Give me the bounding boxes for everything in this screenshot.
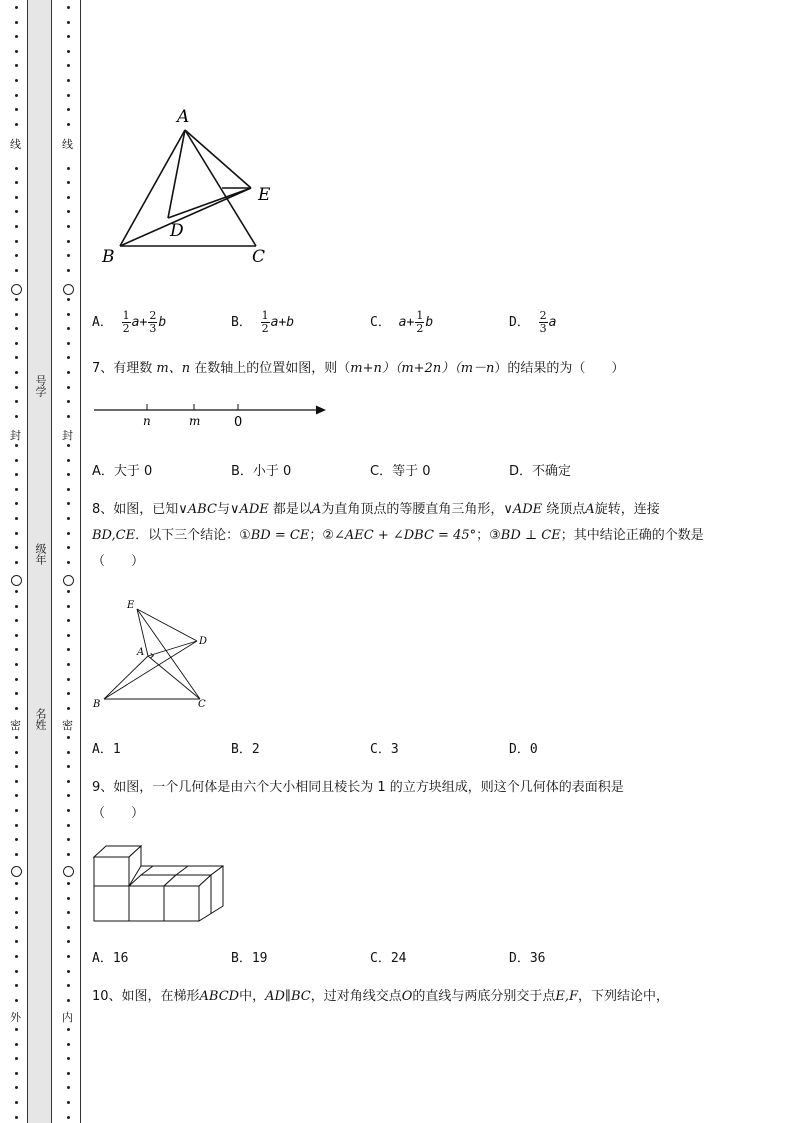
margin-dot: [15, 663, 18, 666]
margin-dot: [15, 824, 18, 827]
margin-dot: [15, 1116, 18, 1119]
margin-dot: [67, 21, 70, 24]
q9-line-2: （ ）: [92, 806, 145, 821]
margin-dot: [15, 459, 18, 462]
q7-option-a[interactable]: A．大于 0: [92, 464, 153, 479]
margin-border-line: [80, 0, 81, 1123]
margin-dot: [67, 415, 70, 418]
q8-triangle: ∨ADE: [229, 502, 269, 517]
margin-seal-char: 内: [62, 1011, 73, 1024]
q8-segments: BD,CE: [92, 528, 136, 543]
q8-label-b: B: [93, 699, 101, 710]
margin-dot: [67, 619, 70, 622]
margin-dot: [15, 809, 18, 812]
q9-option-a[interactable]: A．16: [92, 951, 129, 966]
q10-stem: [92, 984, 772, 1010]
q6-label-a: A: [177, 107, 190, 127]
option-term: b: [425, 315, 434, 330]
margin-dot: [15, 546, 18, 549]
margin-dot: [15, 561, 18, 564]
margin-seal-char: 密: [62, 719, 73, 732]
margin-dot: [15, 970, 18, 973]
q8-stem: [92, 497, 772, 575]
q9-option-c[interactable]: C．24: [370, 951, 407, 966]
q8-label-c: C: [198, 699, 206, 710]
q8-label-d: D: [199, 636, 208, 647]
margin-dot: [15, 532, 18, 535]
margin-dot: [15, 473, 18, 476]
margin-dot: [67, 707, 70, 710]
strip-label-text: 名姓: [34, 708, 47, 730]
margin-dot: [15, 692, 18, 695]
q9-option-d[interactable]: D．36: [509, 951, 546, 966]
margin-dot: [15, 167, 18, 170]
margin-dot: [15, 356, 18, 359]
option-letter: D．: [509, 315, 530, 330]
margin-dot: [15, 1057, 18, 1060]
margin-dot: [15, 940, 18, 943]
q8-text: ；②: [309, 528, 334, 543]
margin-dot: [15, 502, 18, 505]
margin-dot: [67, 678, 70, 681]
margin-dot: [67, 123, 70, 126]
margin-dot: [15, 371, 18, 374]
margin-circle-icon: [63, 866, 74, 877]
margin-dot: [67, 459, 70, 462]
margin-dot: [15, 1043, 18, 1046]
margin-dot: [15, 590, 18, 593]
margin-dot: [67, 984, 70, 987]
q9-line-1: 9、如图，一个几何体是由六个大小相同且棱长为 1 的立方块组成，则这个几何体的表面积是: [92, 780, 624, 795]
margin-dot: [67, 736, 70, 739]
margin-dot: [67, 1101, 70, 1104]
margin-dot: [67, 254, 70, 257]
q8-option-c[interactable]: C．3: [370, 742, 399, 757]
margin-dot: [15, 196, 18, 199]
margin-dot: [15, 984, 18, 987]
q9-stem: [92, 775, 624, 827]
margin-dot: [15, 269, 18, 272]
margin-dot: [15, 327, 18, 330]
denominator: 3: [149, 322, 157, 335]
q9-option-b[interactable]: B．19: [231, 951, 268, 966]
q10-parallel: AD∥BC: [265, 989, 311, 1004]
margin-seal-char: 外: [10, 1011, 21, 1024]
q10-trapezoid: ABCD: [199, 989, 240, 1004]
margin-seal-char: 封: [10, 429, 21, 442]
margin-dot: [15, 780, 18, 783]
margin-dot: [15, 488, 18, 491]
fraction: [539, 310, 548, 335]
margin-dot: [15, 999, 18, 1002]
margin-dot: [15, 79, 18, 82]
q8-option-b[interactable]: B．2: [231, 742, 260, 757]
margin-dot: [67, 838, 70, 841]
margin-seal-char: 线: [10, 138, 21, 151]
q7-option-b[interactable]: B．小于 0: [231, 464, 292, 479]
margin-dot: [67, 940, 70, 943]
margin-dot: [15, 35, 18, 38]
q6-option-c[interactable]: [370, 310, 433, 335]
margin-dot: [67, 269, 70, 272]
q8-text: ；③: [476, 528, 501, 543]
q8-line-2: [92, 523, 772, 549]
margin-dot: [67, 532, 70, 535]
margin-dot: [67, 108, 70, 111]
margin-dot: [67, 546, 70, 549]
margin-dot: [15, 210, 18, 213]
q6-option-a[interactable]: [92, 310, 166, 335]
fraction: [415, 310, 424, 335]
margin-dot: [15, 619, 18, 622]
fraction: [261, 310, 270, 335]
student-number-label: [28, 375, 53, 397]
margin-dot: [67, 911, 70, 914]
q9-options: [92, 947, 652, 967]
margin-dot: [67, 751, 70, 754]
q8-conclusion-1: BD = CE: [250, 528, 310, 543]
margin-dot: [15, 794, 18, 797]
margin-dot: [67, 648, 70, 651]
margin-dot: [67, 444, 70, 447]
margin-dot: [15, 108, 18, 111]
margin-dot: [67, 64, 70, 67]
margin-dot: [15, 678, 18, 681]
q8-text: ．以下三个结论：①: [135, 528, 251, 543]
margin-dot: [15, 313, 18, 316]
margin-dot: [67, 1043, 70, 1046]
option-letter: B．: [231, 315, 252, 330]
margin-dot: [15, 1086, 18, 1089]
margin-dot: [67, 50, 70, 53]
margin-dot: [67, 181, 70, 184]
margin-dot: [15, 897, 18, 900]
q8-rotation-figure: [92, 595, 222, 715]
margin-dot: [67, 210, 70, 213]
strip-label-text: 级年: [34, 543, 47, 565]
margin-circle-icon: [11, 284, 22, 295]
q7-option-d[interactable]: D．不确定: [509, 464, 572, 479]
margin-dot: [15, 21, 18, 24]
margin-dot: [67, 824, 70, 827]
margin-dot: [67, 6, 70, 9]
margin-circle-icon: [63, 284, 74, 295]
option-term: a+b: [270, 315, 295, 330]
numerator: 1: [416, 309, 424, 322]
margin-dot: [67, 240, 70, 243]
margin-dot: [67, 663, 70, 666]
margin-dot: [67, 897, 70, 900]
option-term: b: [158, 315, 167, 330]
margin-dot: [67, 970, 70, 973]
margin-circle-icon: [11, 866, 22, 877]
option-letter: A．: [92, 315, 113, 330]
margin-dot: [15, 911, 18, 914]
margin-dot: [15, 94, 18, 97]
q7-number-line: [92, 398, 332, 434]
margin-dot: [15, 64, 18, 67]
numerator: 1: [261, 309, 269, 322]
margin-dot: [67, 94, 70, 97]
q8-conclusion-2: ∠AEC + ∠DBC = 45°: [333, 528, 477, 543]
denominator: 2: [122, 322, 130, 335]
margin-dot: [15, 882, 18, 885]
margin-seal-char: 密: [10, 719, 21, 732]
denominator: 2: [416, 322, 424, 335]
margin-dot: [67, 502, 70, 505]
q6-options: [92, 309, 652, 335]
q7-option-c[interactable]: C．等于 0: [370, 464, 431, 479]
denominator: 3: [539, 322, 547, 335]
grade-label: [28, 543, 53, 565]
q8-text: 8、如图，已知: [92, 502, 179, 517]
margin-dot: [15, 1072, 18, 1075]
margin-dot: [67, 225, 70, 228]
margin-dot: [67, 590, 70, 593]
q7-expression: m+n）（m+2n）（m－n: [350, 361, 495, 376]
margin-dot: [15, 838, 18, 841]
margin-dot: [67, 298, 70, 301]
q6-label-b: B: [102, 247, 115, 267]
name-label: [28, 708, 53, 730]
margin-dot: [67, 167, 70, 170]
q7-text: 7、有理数: [92, 361, 157, 376]
margin-dot: [67, 1072, 70, 1075]
q7-stem: [92, 356, 624, 382]
margin-dot: [15, 517, 18, 520]
q10-text: ，下列结论中，: [578, 989, 670, 1004]
option-term: a: [548, 315, 557, 330]
margin-dot: [15, 444, 18, 447]
margin-dot: [67, 400, 70, 403]
numerator: 2: [539, 309, 547, 322]
margin-dot: [15, 853, 18, 856]
q6-label-e: E: [258, 185, 271, 205]
q8-point: A: [311, 502, 322, 517]
margin-dot: [67, 488, 70, 491]
margin-dot: [15, 415, 18, 418]
option-letter: C．: [370, 315, 391, 330]
margin-dot: [15, 707, 18, 710]
student-info-strip: [27, 0, 52, 1123]
q8-line-3: （ ）: [92, 554, 145, 569]
q8-line-1: [92, 497, 772, 523]
axis-label-zero: 0: [234, 415, 243, 430]
margin-dot: [67, 955, 70, 958]
q8-text: 旋转，连接: [594, 502, 660, 517]
margin-dot: [67, 1057, 70, 1060]
margin-dot: [67, 342, 70, 345]
q8-triangle: ∨ABC: [178, 502, 217, 517]
margin-dot: [67, 780, 70, 783]
margin-circle-icon: [63, 575, 74, 586]
margin-dot: [15, 751, 18, 754]
margin-dot: [67, 473, 70, 476]
margin-dot: [15, 50, 18, 53]
q7-options: [92, 460, 652, 480]
margin-dot: [67, 853, 70, 856]
margin-dot: [67, 196, 70, 199]
q8-text: 都是以: [268, 502, 312, 517]
denominator: 2: [261, 322, 269, 335]
margin-dot: [67, 517, 70, 520]
margin-dot: [15, 254, 18, 257]
margin-dot: [67, 313, 70, 316]
q8-option-d[interactable]: D．0: [509, 742, 538, 757]
margin-seal-char: 线: [62, 138, 73, 151]
q8-options: [92, 738, 652, 758]
margin-dot: [67, 35, 70, 38]
axis-label-n: n: [143, 414, 151, 428]
margin-dot: [67, 999, 70, 1002]
margin-dot: [15, 955, 18, 958]
q6-label-d: D: [170, 221, 184, 241]
margin-dot: [67, 882, 70, 885]
margin-dot: [67, 634, 70, 637]
q7-text: ）的结果的为（ ）: [494, 361, 625, 376]
numerator: 1: [122, 309, 130, 322]
q10-text: 中，: [239, 989, 266, 1004]
q8-point: A: [585, 502, 595, 517]
margin-dot: [15, 342, 18, 345]
margin-dot: [67, 809, 70, 812]
axis-label-m: m: [189, 414, 201, 428]
fraction: [122, 310, 131, 335]
margin-dot: [15, 605, 18, 608]
q8-label-a: A: [137, 647, 145, 658]
q10-text: 的直线与两底分别交于点: [412, 989, 556, 1004]
q6-triangle-figure: [100, 100, 300, 270]
margin-dot: [15, 736, 18, 739]
margin-dot: [15, 926, 18, 929]
margin-dot: [15, 400, 18, 403]
margin-dot: [67, 79, 70, 82]
q8-text: 为直角顶点的等腰直角三角形，: [321, 502, 504, 517]
margin-dot: [67, 1086, 70, 1089]
margin-dot: [15, 6, 18, 9]
margin-dot: [67, 1028, 70, 1031]
margin-dot: [67, 765, 70, 768]
q6-option-b[interactable]: [231, 310, 294, 335]
margin-dot: [67, 561, 70, 564]
margin-dot: [15, 298, 18, 301]
margin-dot: [67, 356, 70, 359]
q8-text: ；其中结论正确的个数是: [560, 528, 704, 543]
margin-dot: [67, 605, 70, 608]
margin-dot: [67, 794, 70, 797]
q8-option-a[interactable]: A．1: [92, 742, 121, 757]
numerator: 2: [149, 309, 157, 322]
margin-dot: [15, 225, 18, 228]
q7-text: 在数轴上的位置如图，则（: [190, 361, 351, 376]
margin-dot: [67, 1116, 70, 1119]
q6-option-d[interactable]: [509, 310, 556, 335]
margin-dot: [15, 634, 18, 637]
margin-dot: [67, 386, 70, 389]
margin-dot: [67, 327, 70, 330]
margin-dot: [15, 648, 18, 651]
q8-conclusion-3: BD ⊥ CE: [500, 528, 561, 543]
fraction: [148, 310, 157, 335]
margin-dot: [15, 386, 18, 389]
q8-text: 与: [216, 502, 230, 517]
margin-dot: [15, 123, 18, 126]
q10-text: 10、如图，在梯形: [92, 989, 200, 1004]
q10-point: O: [401, 989, 413, 1004]
q10-text: ，过对角线交点: [310, 989, 402, 1004]
margin-dot: [67, 926, 70, 929]
q7-vars: m、n: [156, 361, 191, 376]
q8-text: 绕顶点: [542, 502, 586, 517]
q8-triangle: ∨ADE: [503, 502, 543, 517]
margin-seal-char: 封: [62, 429, 73, 442]
margin-dot: [67, 371, 70, 374]
margin-dot: [67, 692, 70, 695]
margin-dot: [15, 181, 18, 184]
margin-dot: [15, 1101, 18, 1104]
margin-dot: [15, 765, 18, 768]
option-term: a+: [398, 315, 415, 330]
margin-circle-icon: [11, 575, 22, 586]
strip-label-text: 号学: [34, 375, 47, 397]
margin-dot: [15, 1028, 18, 1031]
q8-label-e: E: [127, 600, 135, 611]
q10-points: E,F: [555, 989, 579, 1004]
margin-dot: [15, 240, 18, 243]
q6-label-c: C: [252, 247, 266, 267]
q9-cube-figure: [92, 844, 232, 924]
option-term: a+: [131, 315, 148, 330]
